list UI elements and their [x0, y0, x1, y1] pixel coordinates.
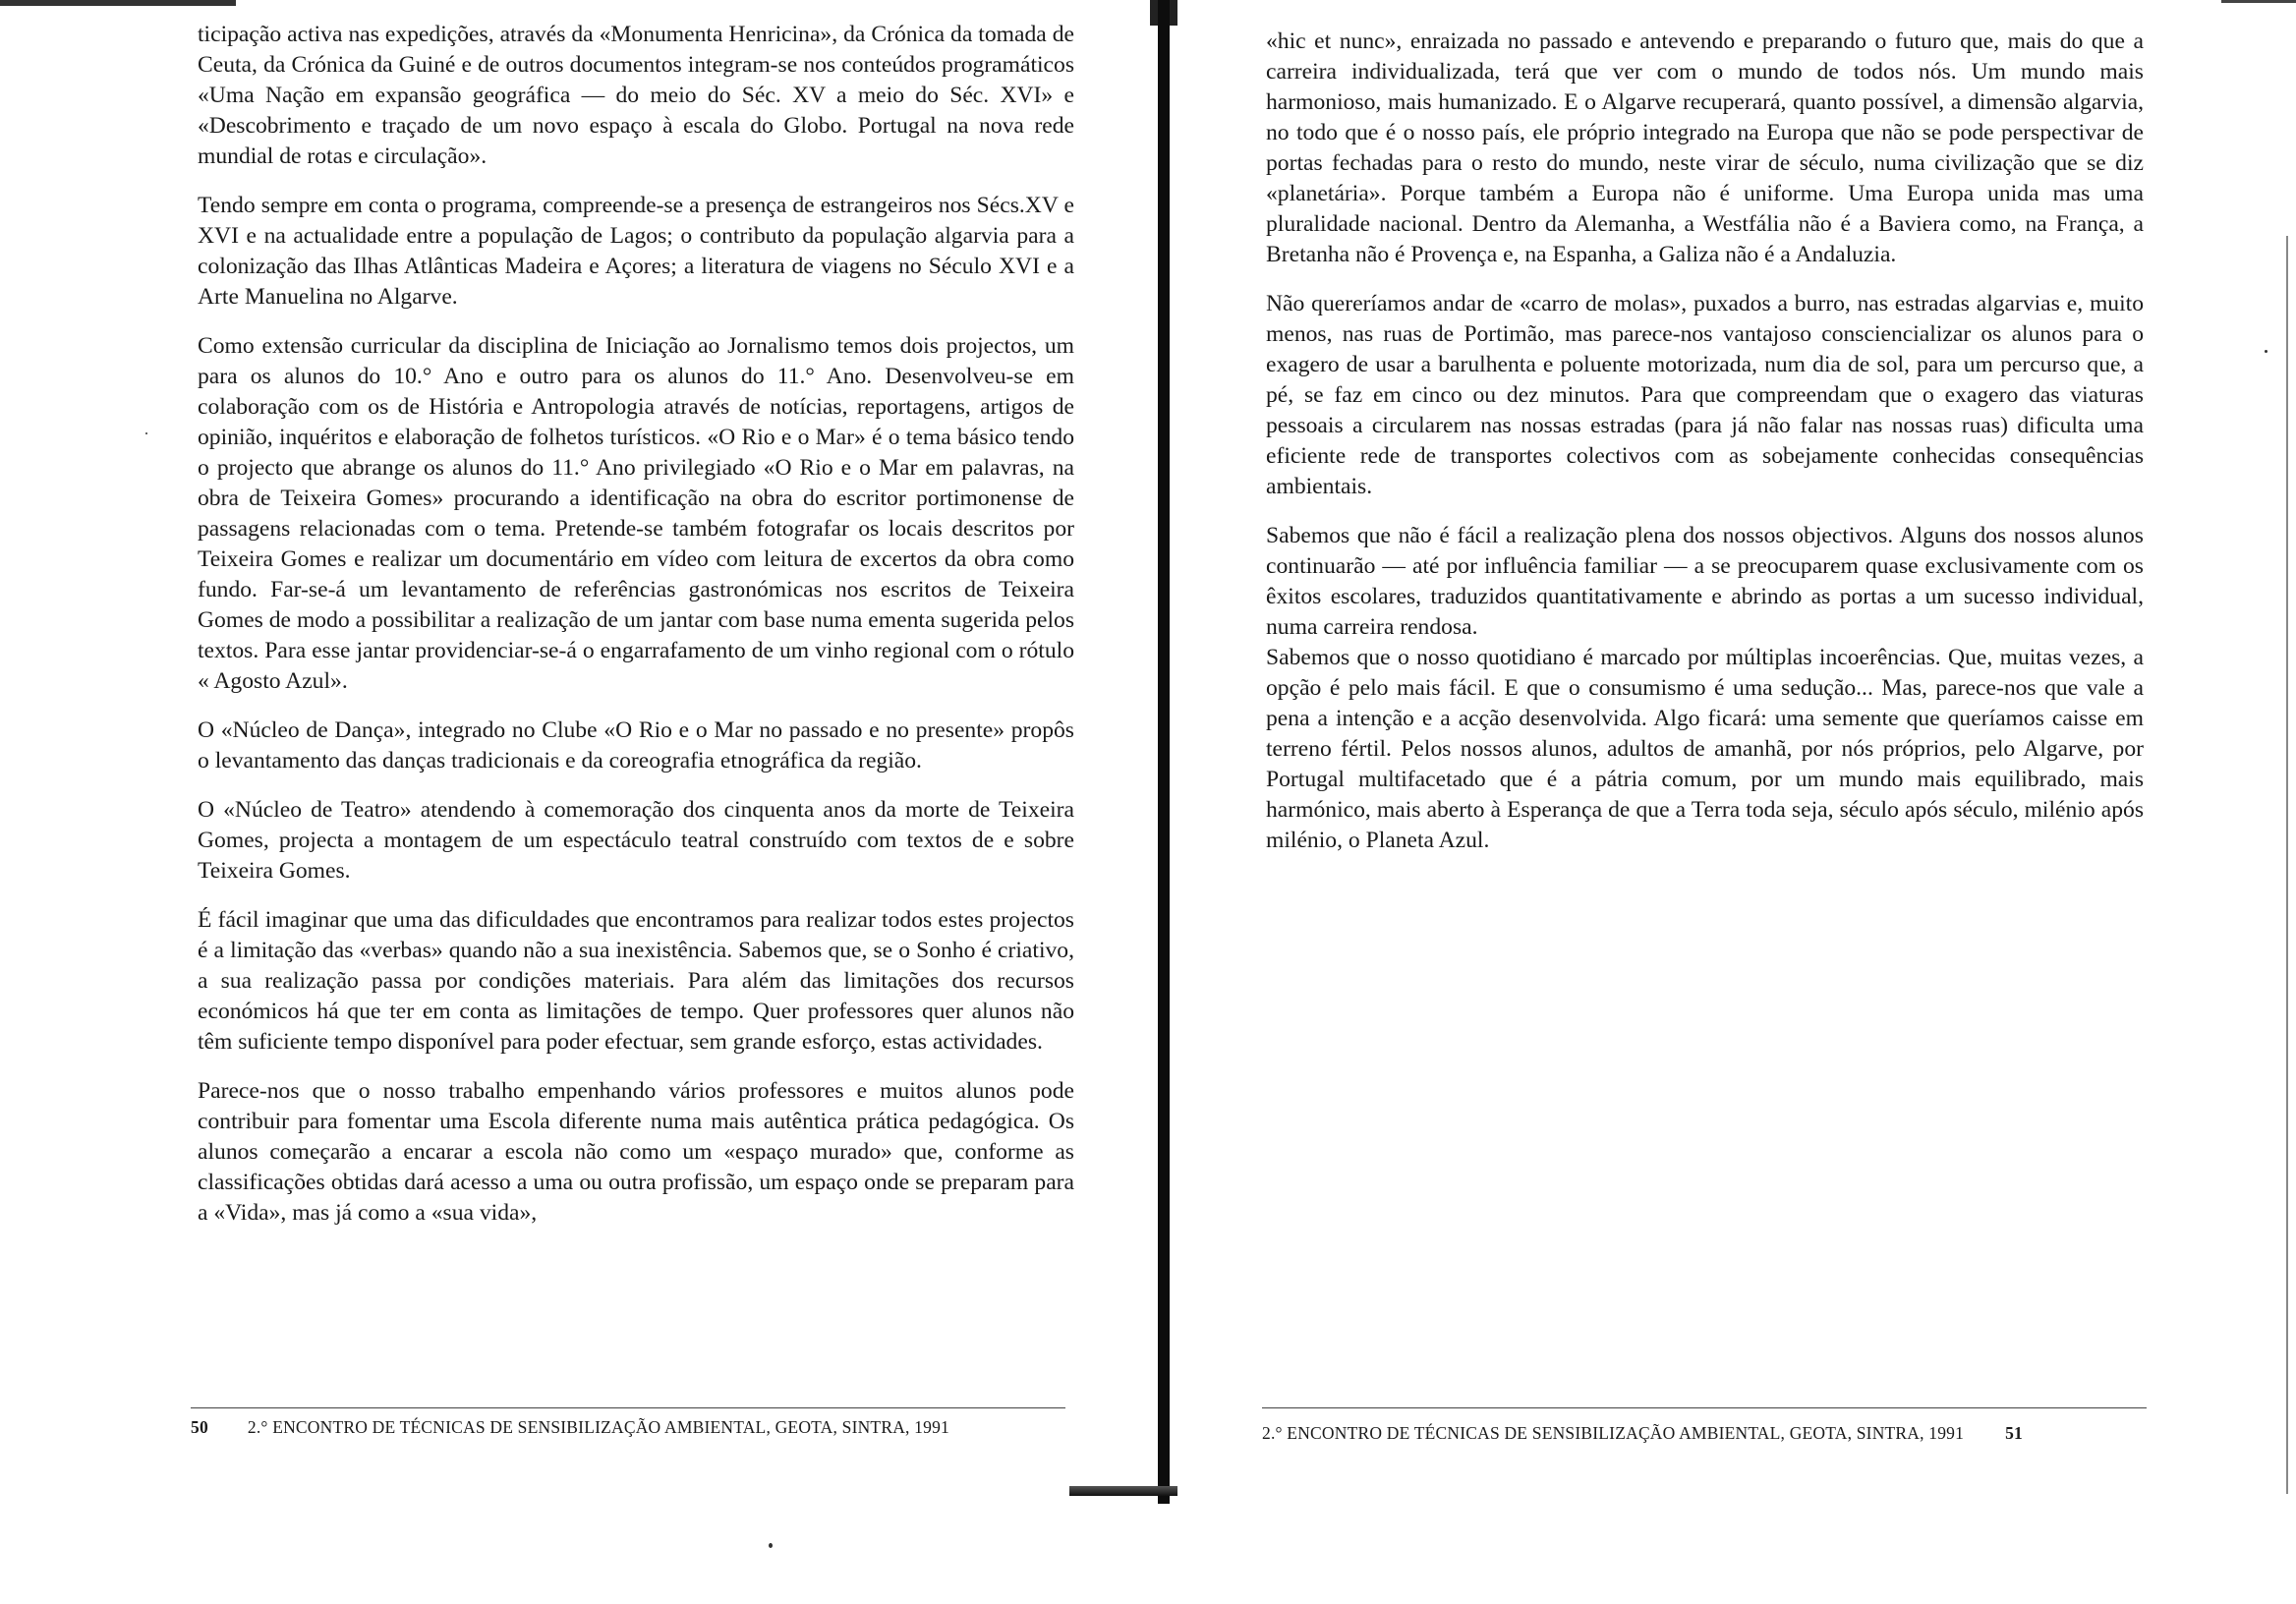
right-page-body — [1266, 27, 2144, 875]
right-footer — [1262, 1423, 2023, 1444]
scan-speck — [145, 432, 147, 434]
left-paragraph-7: Parece-nos que o nosso trabalho empenhando vários professores e muitos alunos pode contribuir para fomentar uma Escola diferente numa mais autêntica prática pedagógica. Os alunos começarão a encarar a escola não como um «espaço murado» que, conforme as classificações obtidas dará acesso a uma ou outra profissão, um espaço onde se preparam para a «Vida», mas já como a «sua vida», — [198, 1078, 1074, 1226]
left-paragraph-3: Como extensão curricular da disciplina de Iniciação ao Jornalismo temos dois projectos, um para os alunos do 10.° Ano e outro para os alunos do 11.° Ano. Desenvolveu-se em colaboração com os de História e Antropologia através de notícias, reportagens, artigos de opinião, inquéritos e elaboração de folhetos turísticos. «O Rio e o Mar» é o tema básico tendo o projecto que abrange os alunos do 11.° Ano privilegiado «O Rio e o Mar em palavras, na obra de Teixeira Gomes» procurando a identificação na obra do escritor portimonense de passagens relacionadas com o tema. Pretende-se também fotografar os locais descritos por Teixeira Gomes e realizar um documentário em vídeo com leitura de excertos da obra como fundo. Far-se-á um levantamento de referências gastronómicas nos escritos de Teixeira Gomes de modo a possibilitar a realização de um jantar com base numa ementa sugerida pelos textos. Para esse jantar providenciar-se-á o engarrafamento de um vinho regional com o rótulo « Agosto Azul». — [198, 333, 1074, 694]
left-paragraph-4: O «Núcleo de Dança», integrado no Clube «O Rio e o Mar no passado e no presente» propôs o levantamento das danças tradicionais e da coreografia etnográfica da região. — [198, 717, 1074, 773]
left-footer-rule — [191, 1407, 1065, 1408]
right-paragraph-1: «hic et nunc», enraizada no passado e antevendo e preparando o futuro que, mais do que a carreira individualizada, terá que ver com o mundo de todos nós. Um mundo mais harmonioso, mais humanizado. E o Algarve recuperará, quanto possível, a dimensão algarvia, no todo que é o nosso país, ele próprio integrado na Europa que não se pode perspectivar de portas fechadas para o resto do mundo, neste virar de século, numa civilização que se diz «planetária». Porque também a Europa não é uniforme. Uma Europa unida mas uma pluralidade nacional. Dentro da Alemanha, a Westfália não é a Baviera como, na França, a Bretanha não é Provença e, na Espanha, a Galiza não é a Andaluzia. — [1266, 29, 2144, 267]
right-paragraph-3: Sabemos que não é fácil a realização plena dos nossos objectivos. Alguns dos nossos alunos continuarão — até por influência familiar — a se preocuparem quase exclusivamente com os êxitos escolares, traduzidos quantitativamente e abrindo as portas a um sucesso individual, numa carreira rendosa. — [1266, 523, 2144, 640]
right-paragraph-2: Não quereríamos andar de «carro de molas», puxados a burro, nas estradas algarvias e, muito menos, nas ruas de Portimão, mas parece-nos vantajoso consciencializar os alunos para o exagero de usar a barulhenta e poluente motorizada, num dia de sol, para um percurso que, a pé, se faz em cinco ou dez minutos. Para que compreendam que o exagero das viaturas pessoais a circularem nas nossas estradas (para já não falar nas nossas ruas) dificulta uma eficiente rede de transportes colectivos com as sobejamente conhecidas consequências ambientais. — [1266, 291, 2144, 499]
left-footer-text: 2.° ENCONTRO DE TÉCNICAS DE SENSIBILIZAÇÃO AMBIENTAL, GEOTA, SINTRA, 1991 — [247, 1417, 949, 1437]
right-paragraph-4: Sabemos que o nosso quotidiano é marcado por múltiplas incoerências. Que, muitas vezes, a opção é pelo mais fácil. E que o consumismo é uma sedução... Mas, parece-nos que vale a pena a intenção e a acção desenvolvida. Algo ficará: uma semente que queríamos caisse em terreno fértil. Pelos nossos alunos, adultos de amanhã, por nós próprios, pelo Algarve, por Portugal multifacetado que é a pátria comum, por um mundo mais equilibrado, mais harmónico, mais aberto à Esperança de que a Terra toda seja, século após século, milénio após milénio, o Planeta Azul. — [1266, 645, 2144, 853]
right-footer-rule — [1262, 1407, 2147, 1408]
right-footer-text: 2.° ENCONTRO DE TÉCNICAS DE SENSIBILIZAÇÃO AMBIENTAL, GEOTA, SINTRA, 1991 — [1262, 1423, 1965, 1443]
scan-speck — [769, 1543, 773, 1548]
right-page-number: 51 — [2005, 1423, 2023, 1443]
scan-speck — [2265, 350, 2267, 353]
left-paragraph-1: ticipação activa nas expedições, através da «Monumenta Henricina», da Crónica da tomada de Ceuta, da Crónica da Guiné e de outros documentos integram-se nos conteúdos programáticos «Uma Nação em expansão geográfica — do meio do Séc. XV a meio do Séc. XVI» e «Descobrimento e traçado de um novo espaço à escala do Globo. Portugal na nova rede mundial de rotas e circulação». — [198, 22, 1074, 169]
left-page-number: 50 — [191, 1417, 208, 1437]
left-footer — [191, 1417, 949, 1438]
left-paragraph-5: O «Núcleo de Teatro» atendendo à comemoração dos cinquenta anos da morte de Teixeira Gomes, projecta a montagem de um espectáculo teatral construído com textos de e sobre Teixeira Gomes. — [198, 797, 1074, 884]
left-paragraph-6: É fácil imaginar que uma das dificuldades que encontramos para realizar todos estes projectos é a limitação das «verbas» quando não a sua inexistência. Sabemos que, se o Sonho é criativo, a sua realização passa por condições materiais. Para além das limitações dos recursos económicos há que ter em conta as limitações de tempo. Quer professores quer alunos não têm suficiente tempo disponível para poder efectuar, sem grande esforço, estas actividades. — [198, 907, 1074, 1055]
left-page-body — [198, 20, 1074, 1247]
left-paragraph-2: Tendo sempre em conta o programa, compreende-se a presença de estrangeiros nos Sécs.XV e XVI e na actualidade entre a população de Lagos; o contributo da população algarvia para a colonização das Ilhas Atlânticas Madeira e Açores; a literatura de viagens no Século XVI e a Arte Manuelina no Algarve. — [198, 193, 1074, 310]
right-page — [1166, 0, 2296, 1604]
